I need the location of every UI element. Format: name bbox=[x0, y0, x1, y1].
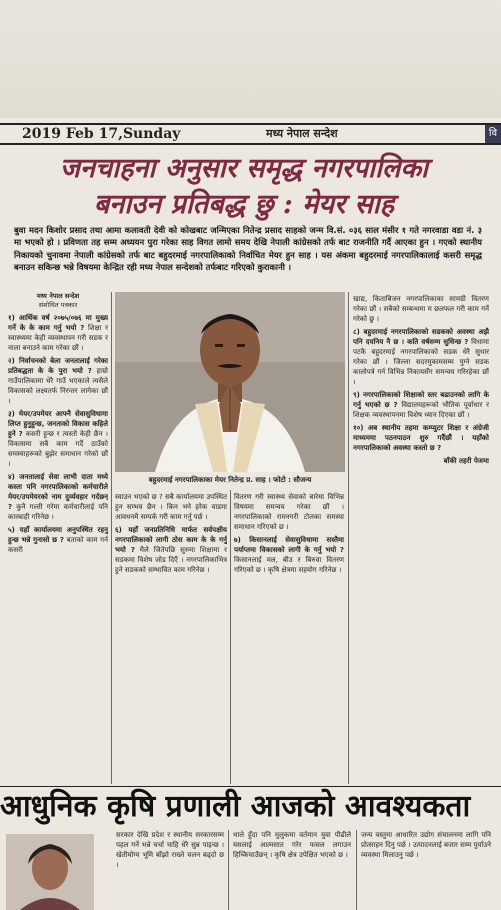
page-header bbox=[0, 123, 501, 145]
right-column bbox=[353, 292, 489, 784]
question: ४) जनतालाई सेवा लाभी दाता मध्ये कस्ता पनि नगरपालिकाको कर्मचारीले मेयर/उपमेयरको नाम दुर्व्यवहार गर्दछन् ? bbox=[8, 473, 108, 511]
column-divider bbox=[356, 830, 357, 910]
answer: किसानलाई मल, बीउ र बिरुवा वितरण गरिएको छ । कृषि क्षेत्रमा सहयोग गरिनेछ । bbox=[234, 556, 344, 574]
question: ६) यहाँ जनप्रतिनिधि मार्फत सर्वपक्षीय नगरपालिकाको लागी ठोस काम के के गर्नु भयो ? bbox=[115, 526, 227, 554]
question: ५) यहाँ कार्यालयमा अनुपस्थित रहनु हुन्छ भन्ने गुनासो छ ? bbox=[8, 526, 108, 544]
bottom-column-1: सरकार देखि प्रदेश र स्थानीय सरकारसम्म पहल गर्ने भन्ने चर्चा चाहि धेरै सुन्न पाइन्छ । खेतीयोग्य भूमि बाँझो राख्ने चलन बढ्दो छ । bbox=[116, 831, 224, 869]
issue-date: 2019 Feb 17,Sunday bbox=[22, 126, 181, 142]
column-divider bbox=[348, 292, 349, 784]
answer: खाद्य, किताबिजन नगरपालिकाका सामग्री वितरण गरेका छौं । सबैको सम्बन्धमा म छलफल गरी काम गर्ने गरेको छु । bbox=[353, 295, 489, 323]
q-and-a-list bbox=[8, 313, 108, 555]
byline: मध्य नेपाल सन्देश bbox=[36, 292, 80, 300]
headline-line-2: बनाउन प्रतिबद्ध छु : मेयर साह bbox=[93, 189, 395, 220]
answer: मैले जितेपछि सुरुमा शिक्षामा र सडकमा विशेष जोड दिएँ । नगरपालिकाभित्र हुने सडकको सम्भावित काम गरिनेछ । bbox=[115, 546, 227, 574]
question: १०) अब स्थानीय तहमा कम्प्युटर शिक्षा र अंग्रेजी माध्यममा पठनपाठन शुरु गर्दैछौं । bbox=[353, 424, 489, 442]
question: २) निर्वाचनको बेला जनतालाई गरेका प्रतिबद्धता के के पुरा भयो ? bbox=[8, 357, 108, 375]
middle-column-1 bbox=[115, 490, 227, 784]
columnist-photo bbox=[6, 834, 94, 910]
column-divider bbox=[228, 830, 229, 910]
bottom-column-2: थाले हुँदा पनि मुलुकमा वर्तमान युवा पीढीले यसलाई आत्मसात गरेर फसल लगाउन हिच्किचाउँछन् । कृषि क्षेत्र उपेक्षित भएको छ । bbox=[233, 831, 351, 859]
byline-sub: संशोधित पत्रकार bbox=[38, 301, 78, 309]
mayor-photo bbox=[115, 292, 345, 472]
left-column bbox=[8, 292, 108, 784]
question: ३) मेयर/उपमेयर आफ्नै सेवासुविधामा लिप्त हुनुहुन्छ, जनताको विकास कहिले हुने ? bbox=[8, 410, 108, 438]
answer: हाम्रो गाउँपालिकामा धेरै गाउँ भएकाले त्यसैले विकासको लक्ष्यतर्फ निरन्तर लागेका छौं । bbox=[8, 367, 108, 405]
question: १) आर्थिक वर्ष २०७५/०७६ मा मुख्य गर्ने के के काम गर्नु भयो ? bbox=[8, 314, 108, 332]
answer: यहाँको नगरपालिकाको अवस्था कस्तो छ ? bbox=[353, 434, 489, 452]
question: ७) किसानलाई सेवासुविधामा सस्तैमा पर्याप्तमा विकासको लागी के गर्नु भयो ? bbox=[234, 536, 344, 554]
middle-column-2 bbox=[234, 490, 344, 784]
bottom-headline: आधुनिक कृषि प्रणाली आजको आवश्यकता bbox=[0, 789, 471, 824]
answer: विधामा पटकै बहुदरमाई नगरपालिकाको सडक धेरै सुधार गरेका छौं । जिल्ला सदरमुकामसम्म पुग्ने सडक कालोपत्रे गर्न विभिन्न निकायसँग समन्वय गरिरहेका छौं । bbox=[353, 338, 489, 386]
question: ८) बहुदरमाई नगरपालिकाको सडकको अवस्था अझै पनि दयनिय नै छ । कति वर्षसम्म सुधिन्छ ? bbox=[353, 328, 489, 346]
article-intro: बुवा मदन किशोर प्रसाद तथा आमा कलावती देवी को कोखबाट जन्मिएका नितेन्द्र प्रसाद साहको जन्म वि.सं. ०३६ साल मंसीर १ गते नगरवाडा वडा नं. ३ मा भएको हो । प्रविणता तह सम्म अध्ययन पुरा गरेका साह विगत लामो समय देखि नेपाली कांग्रेसको तर्फ बाट राजनीति गर्दै आएका हुन । गएको स्थानीय निकायको चुनावमा नेपाली कांग्रेसको तर्फ बाट बहुदरमाई नगरपालिकाको निर्वाचित मेयर हुन साह । यस अंकमा बहुदरमाई नगरपालिकालाई कसरी समृद्ध बनाउन सकिन्छ भन्ने विषयमा केन्द्रित रही मध्य नेपाल सन्देशको तर्फबाट गरिएको कुराकानी । bbox=[14, 225, 482, 273]
photo-caption: बहुदरमाई नगरपालिकाका मेयर नितेन्द्र प्र. साह । फोटो : सौजन्य bbox=[148, 476, 312, 484]
answer: वितरण गरी स्वास्थ्य सेवाको बारेमा विभिन्न विषयमा समन्वय गरेका छौं । नगरपालिकाको रामनगरी टोलका समस्या समाधान गरिएको छ । bbox=[234, 493, 344, 531]
headline-line-1: जनचाहना अनुसार समृद्ध नगरपालिका bbox=[59, 153, 429, 184]
bottom-column-3: जन्य वस्तुमा आधारित उद्योग संचालनमा लागि पनि प्रोत्साहन दिनु पर्छ । उत्पादनलाई बजार सम्म पुर्याउने व्यवस्था मिलाउनु पर्छ । bbox=[361, 831, 491, 859]
answer: शिक्षा र स्वास्थ्यमा केही व्यवस्थापन गरी सडक र नाला बनाउने काम गरेका छौं । bbox=[8, 324, 108, 352]
answer: विद्यालयहरूको भौतिक पूर्वाधार र शिक्षक व्यवस्थापनमा विशेष ध्यान दिएका छौं । bbox=[353, 401, 489, 419]
previous-page-strip bbox=[0, 0, 501, 118]
answer: कसरी हुन्छ र त्यस्तो केही छैन । विकासमा सबै काम गर्दै ठाउँको समस्याहरूको बुझेर समाधान गरेको छौं । bbox=[8, 430, 108, 468]
answer: बताको काम गर्न कसरी bbox=[8, 536, 108, 554]
answer: स्वाउन भएको छ ? सबै कार्यालयमा उपस्थित हुन सम्भव छैन । किन भने हरेक वाडमा आवधनमै सम्पर्क गरी काम गर्नु पर्छ । bbox=[115, 493, 227, 521]
answer: कुनै गल्ती गरेमा कर्मचारीलाई पनि कारबाही गरिनेछ । bbox=[8, 503, 108, 521]
question: ९) नगरपालिकाको शिक्षाको स्तर बढाउनको लागि के गर्नु भएको छ ? bbox=[353, 391, 489, 409]
page-edge-tab: वि bbox=[485, 125, 501, 143]
newspaper-name: मध्य नेपाल सन्देश bbox=[266, 127, 338, 140]
continued-note: बाँकी तहरी पेजमा bbox=[443, 457, 489, 465]
column-divider bbox=[230, 490, 231, 784]
section-rule bbox=[0, 786, 501, 787]
column-divider bbox=[111, 292, 112, 784]
